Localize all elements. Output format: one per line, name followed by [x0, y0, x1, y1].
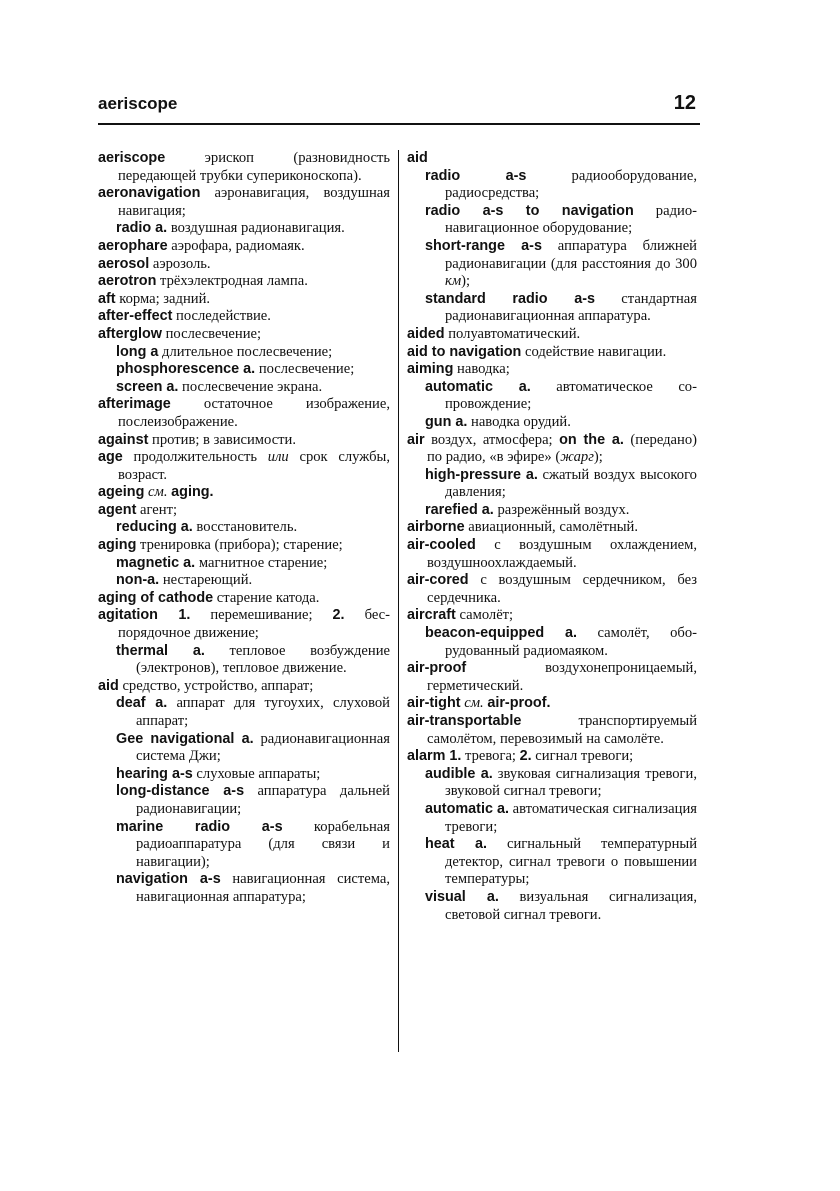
dictionary-entry: [98, 432, 390, 450]
headword: aging of cathode: [98, 589, 214, 606]
headword: aging.: [171, 484, 214, 501]
headword: long-distance a-s: [116, 783, 245, 800]
dictionary-subentry: [407, 801, 697, 836]
definition: тревога;: [461, 748, 520, 765]
dictionary-subentry: [98, 555, 390, 573]
definition: корма; задний.: [115, 290, 211, 307]
page-header: [98, 94, 700, 122]
definition: корабельная радиоаппаратура (для связи и навигации);: [136, 818, 390, 870]
definition: самолёт, оборудованный радиомаяком.: [445, 625, 697, 659]
dictionary-subentry: [407, 502, 697, 520]
headword: air-cooled: [407, 537, 476, 554]
definition: перемешивание;: [190, 607, 333, 624]
running-head: aeriscope: [98, 94, 178, 113]
definition: остаточное изображение, послеизображение.: [118, 396, 390, 430]
definition: срок службы, возраст.: [118, 449, 391, 483]
definition: воздух, атмосфера;: [424, 431, 560, 448]
dictionary-entry: [407, 537, 697, 572]
headword: magnetic a.: [116, 554, 196, 571]
definition: транспортируемый самолётом, перевозимый на самолёте.: [427, 713, 697, 747]
headword: aircraft: [407, 607, 456, 624]
definition: аэронавигация, воздушная навигация;: [118, 185, 390, 219]
headword: Gee navigational a.: [116, 730, 254, 747]
definition: полуавтоматический.: [444, 325, 581, 342]
dictionary-entry: [407, 748, 697, 766]
dictionary-subentry: [98, 643, 390, 678]
definition: автоматическая сигнализация тревоги;: [445, 800, 697, 835]
headword: beacon-equipped a.: [425, 625, 577, 642]
dictionary-subentry: [407, 467, 697, 502]
definition: аэрозоль.: [149, 255, 211, 272]
headword: afterimage: [98, 396, 171, 413]
dictionary-subentry: [407, 168, 697, 203]
definition: сигнальный температурный детектор, сигнал тревоги о повышении температуры;: [445, 836, 697, 888]
headword: age: [98, 449, 123, 466]
dictionary-subentry: [98, 344, 390, 362]
definition: продолжительность: [122, 449, 268, 466]
headword: deaf a.: [116, 695, 168, 712]
headword: automatic a.: [425, 378, 531, 395]
definition: с воздушным охлаждением, воздушноохлаждаемый.: [427, 537, 697, 571]
dictionary-entry: [98, 396, 390, 431]
headword: aeriscope: [98, 150, 166, 166]
definition: аппарат для тугоухих, слуховой аппарат;: [136, 695, 390, 729]
headword: radio a-s to navigation: [425, 202, 634, 219]
dictionary-entry: [98, 308, 390, 326]
dictionary-entry: [98, 449, 390, 484]
dictionary-subentry: [98, 695, 390, 730]
definition: стандартная радионавигационная аппаратура.: [445, 290, 697, 325]
headword: screen a.: [116, 378, 179, 395]
page-number: 12: [673, 92, 696, 114]
definition: радиооборудование, радиосредства;: [445, 167, 697, 202]
headword: thermal a.: [116, 642, 205, 659]
headword: airborne: [407, 519, 465, 536]
headword: short-range a-s: [425, 237, 542, 254]
headword: standard radio a-s: [425, 290, 596, 307]
dictionary-entry: [98, 590, 390, 608]
definition: автоматическое сопровождение;: [445, 378, 697, 413]
headword: agent: [98, 501, 137, 518]
definition: восстановитель.: [192, 519, 298, 536]
headword: radio a-s: [425, 167, 527, 184]
dictionary-subentry: [98, 361, 390, 379]
dictionary-subentry: [98, 572, 390, 590]
dictionary-entry: [98, 326, 390, 344]
headword: non-a.: [116, 572, 160, 589]
headword: aft: [98, 290, 116, 307]
definition: самолёт;: [455, 607, 514, 624]
definition: );: [593, 449, 603, 466]
dictionary-subentry: [98, 379, 390, 397]
dictionary-subentry: [407, 889, 697, 924]
headword: after-effect: [98, 308, 173, 325]
definition: беспорядочное движение;: [118, 607, 391, 642]
definition: радионавигационное оборудование;: [445, 202, 697, 237]
definition: звуковая сигнализация тревоги, звуковой сигнал тревоги;: [445, 765, 698, 800]
dictionary-subentry: [407, 836, 697, 889]
dictionary-entry: [98, 256, 390, 274]
definition: тренировка (прибора); старение;: [136, 537, 343, 554]
dictionary-subentry: [407, 203, 697, 238]
dictionary-entry: [98, 537, 390, 555]
headword: ageing: [98, 484, 145, 501]
dictionary-subentry: [98, 220, 390, 238]
dictionary-entry: [98, 185, 390, 220]
definition: содействие навигации.: [521, 343, 667, 360]
headword: navigation a-s: [116, 871, 221, 888]
definition: тепловое возбуждение (электронов), тепловое движение.: [136, 642, 390, 677]
definition-italic: жарг: [560, 449, 594, 466]
headword: hearing a-s: [116, 765, 193, 782]
definition-italic: км: [445, 273, 462, 290]
headword: air-transportable: [407, 713, 522, 729]
definition: слуховые аппараты;: [192, 765, 321, 782]
dictionary-entry: [98, 273, 390, 291]
headword: gun a.: [425, 413, 468, 430]
dictionary-entry: [407, 326, 697, 344]
headword: on the a.: [559, 431, 624, 448]
dictionary-subentry: [407, 414, 697, 432]
dictionary-entry: [407, 432, 697, 467]
headword: alarm 1.: [407, 748, 462, 765]
definition: разрежённый воздух.: [493, 501, 630, 518]
headword: aerotron: [98, 273, 157, 290]
headword: aeronavigation: [98, 185, 201, 202]
dictionary-entry: [407, 713, 697, 748]
dictionary-entry: [98, 502, 390, 520]
dictionary-subentry: [407, 766, 697, 801]
headword: rarefied a.: [425, 501, 494, 518]
dictionary-subentry: [407, 379, 697, 414]
definition: с воздушным сердечником, без сердечника.: [427, 572, 697, 606]
definition: навигационная система, навигационная аппаратура;: [136, 871, 390, 905]
definition-italic: см.: [148, 484, 168, 501]
definition: послесвечение;: [161, 325, 262, 342]
definition: авиационный, самолётный.: [464, 519, 639, 536]
definition: агент;: [136, 501, 178, 518]
left-column: [98, 150, 390, 907]
definition: последействие.: [172, 308, 271, 325]
dictionary-subentry: [98, 766, 390, 784]
headword: aid to navigation: [407, 343, 522, 360]
definition: длительное послесвечение;: [158, 343, 333, 360]
definition: (передано) по радио, «в эфире» (: [427, 431, 697, 466]
headword: aiming: [407, 361, 454, 378]
dictionary-subentry: [98, 519, 390, 537]
definition: сжатый воздух высокого давления;: [445, 466, 697, 501]
dictionary-subentry: [98, 783, 390, 818]
headword: 2.: [332, 607, 345, 624]
definition: воздухонепроницаемый, герметический.: [427, 660, 697, 694]
dictionary-subentry: [98, 871, 390, 906]
dictionary-entry: [407, 150, 697, 168]
headword: audible a.: [425, 765, 493, 782]
headword: phosphorescence a.: [116, 361, 256, 378]
dictionary-entry: [407, 572, 697, 607]
column-divider: [398, 150, 399, 1052]
headword: aided: [407, 325, 445, 342]
dictionary-entry: [98, 238, 390, 256]
headword: 2.: [519, 748, 532, 765]
headword: marine radio a-s: [116, 818, 283, 835]
headword: high-pressure a.: [425, 466, 538, 483]
headword: radio a.: [116, 220, 168, 237]
headword: agitation 1.: [98, 607, 191, 624]
dictionary-subentry: [98, 819, 390, 872]
headword: long a: [116, 343, 159, 360]
definition: аппаратура ближней радионавигации (для расстояния до 300: [445, 237, 697, 272]
headword: air: [407, 431, 425, 448]
headword: air-tight: [407, 695, 461, 712]
headword: visual a.: [425, 888, 499, 905]
definition: трёхэлектродная лампа.: [156, 273, 308, 290]
dictionary-entry: [98, 291, 390, 309]
definition: аппаратура дальней радионавигации;: [136, 783, 390, 817]
definition-italic: или: [267, 449, 289, 466]
definition: нестареющий.: [159, 572, 253, 589]
definition: визуальная сигнализация, световой сигнал тревоги.: [445, 888, 697, 923]
dictionary-entry: [407, 607, 697, 625]
definition: сигнал тревоги;: [531, 748, 634, 765]
dictionary-entry: [98, 607, 390, 642]
dictionary-subentry: [98, 731, 390, 766]
headword: aerosol: [98, 255, 150, 272]
headword: air-proof: [407, 660, 467, 677]
dictionary-entry: [407, 344, 697, 362]
dictionary-entry: [98, 150, 390, 185]
right-column: [407, 150, 697, 924]
definition: воздушная радионавигация.: [167, 220, 345, 237]
definition-italic: см.: [464, 695, 484, 712]
headword: aid: [407, 150, 428, 166]
headword: automatic a.: [425, 800, 509, 817]
headword: afterglow: [98, 325, 162, 342]
definition: послесвечение;: [255, 361, 355, 378]
dictionary-entry: [407, 361, 697, 379]
headword: aging: [98, 537, 137, 554]
definition: эрископ (разновидность передающей трубки супериконоскопа).: [118, 150, 390, 184]
definition: );: [461, 273, 471, 290]
dictionary-entry: [98, 484, 390, 502]
dictionary-subentry: [407, 291, 697, 326]
definition: средство, устройство, аппарат;: [118, 677, 314, 694]
definition: наводка орудий.: [467, 413, 571, 430]
definition: наводка;: [453, 361, 510, 378]
definition: радионавигационная система Джи;: [136, 730, 390, 765]
headword: heat a.: [425, 836, 487, 853]
definition: против; в зависимости.: [148, 431, 297, 448]
definition: магнитное старение;: [195, 554, 328, 571]
dictionary-entry: [407, 695, 697, 713]
dictionary-subentry: [407, 238, 697, 291]
definition: аэрофара, радиомаяк.: [167, 237, 305, 254]
dictionary-entry: [407, 519, 697, 537]
dictionary-entry: [407, 660, 697, 695]
headword: air-cored: [407, 572, 469, 589]
headword: air-proof.: [487, 695, 551, 712]
header-rule: [98, 123, 700, 125]
dictionary-entry: [98, 678, 390, 696]
headword: against: [98, 431, 149, 448]
headword: reducing a.: [116, 519, 193, 536]
definition: послесвечение экрана.: [178, 378, 323, 395]
headword: aerophare: [98, 237, 168, 254]
headword: aid: [98, 677, 119, 694]
definition: старение катода.: [213, 589, 320, 606]
dictionary-subentry: [407, 625, 697, 660]
